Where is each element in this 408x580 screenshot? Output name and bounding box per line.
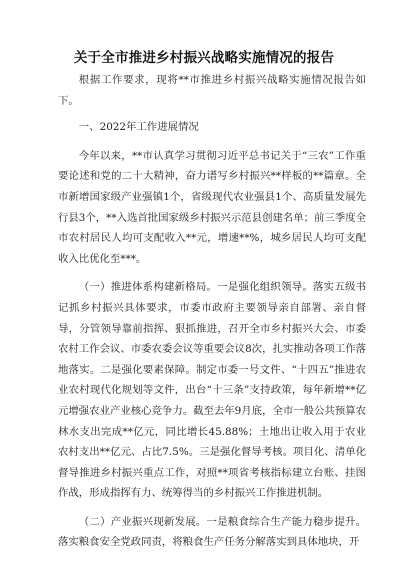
overview-paragraph: 今年以来，**市认真学习贯彻习近平总书记关于“三农”工作重要论述和党的二十大精神，奋力谱写乡村振兴**样板的**篇章。全市新增国家级产业强镇1个，省级现代农业强县1个、高质量发展先行县3个，**入选首批国家级乡村振兴示范县创建名单；前三季度全市农村居民人均可支配收入**元，增速**%，城乡居民人均可支配收入比优化至***。 bbox=[58, 149, 366, 265]
subsection-paragraph-2: （二）产业振兴现新发展。一是粮食综合生产能力稳步提升。落实粮食安全党政同责，将粮食生产任务分解落实到具体地块，开 bbox=[58, 515, 366, 549]
section-heading: 一、2022年工作进展情况 bbox=[78, 121, 199, 134]
document-title: 关于全市推进乡村振兴战略实施情况的报告 bbox=[73, 50, 335, 66]
intro-paragraph: 根据工作要求，现将**市推进乡村振兴战略实施情况报告如下。 bbox=[58, 74, 366, 107]
subsection-paragraph-1: （一）推进体系构建新格局。一是强化组织领导。落实五级书记抓乡村振兴具体要求，市委市政府主要领导亲自部署、亲自督导，分管领导靠前指挥、狠抓推进，召开全市乡村振兴大会、市委农村工作会议、市委农委会议等重要会议8次，扎实推动各项工作落地落实。二是强化要素保障。制定市委一号文件、“十四五”推进农业农村现代化规划等文件，出台“十三条”支持政策，每年新增**亿元增强农业产业核心竞争力。截至去年9月底，全市一般公共预算农林水支出完成**亿元，同比增长45.88%；土地出让收入用于农业农村支出**亿元、占比7.5%。三是强化督导考核。项目化、清单化督导推进乡村振兴重点工作，对照**项省考核指标建立台账、挂图作战，形成指挥有力、统筹得当的乡村振兴工作推进机制。 bbox=[58, 281, 366, 500]
document-body bbox=[58, 70, 366, 561]
